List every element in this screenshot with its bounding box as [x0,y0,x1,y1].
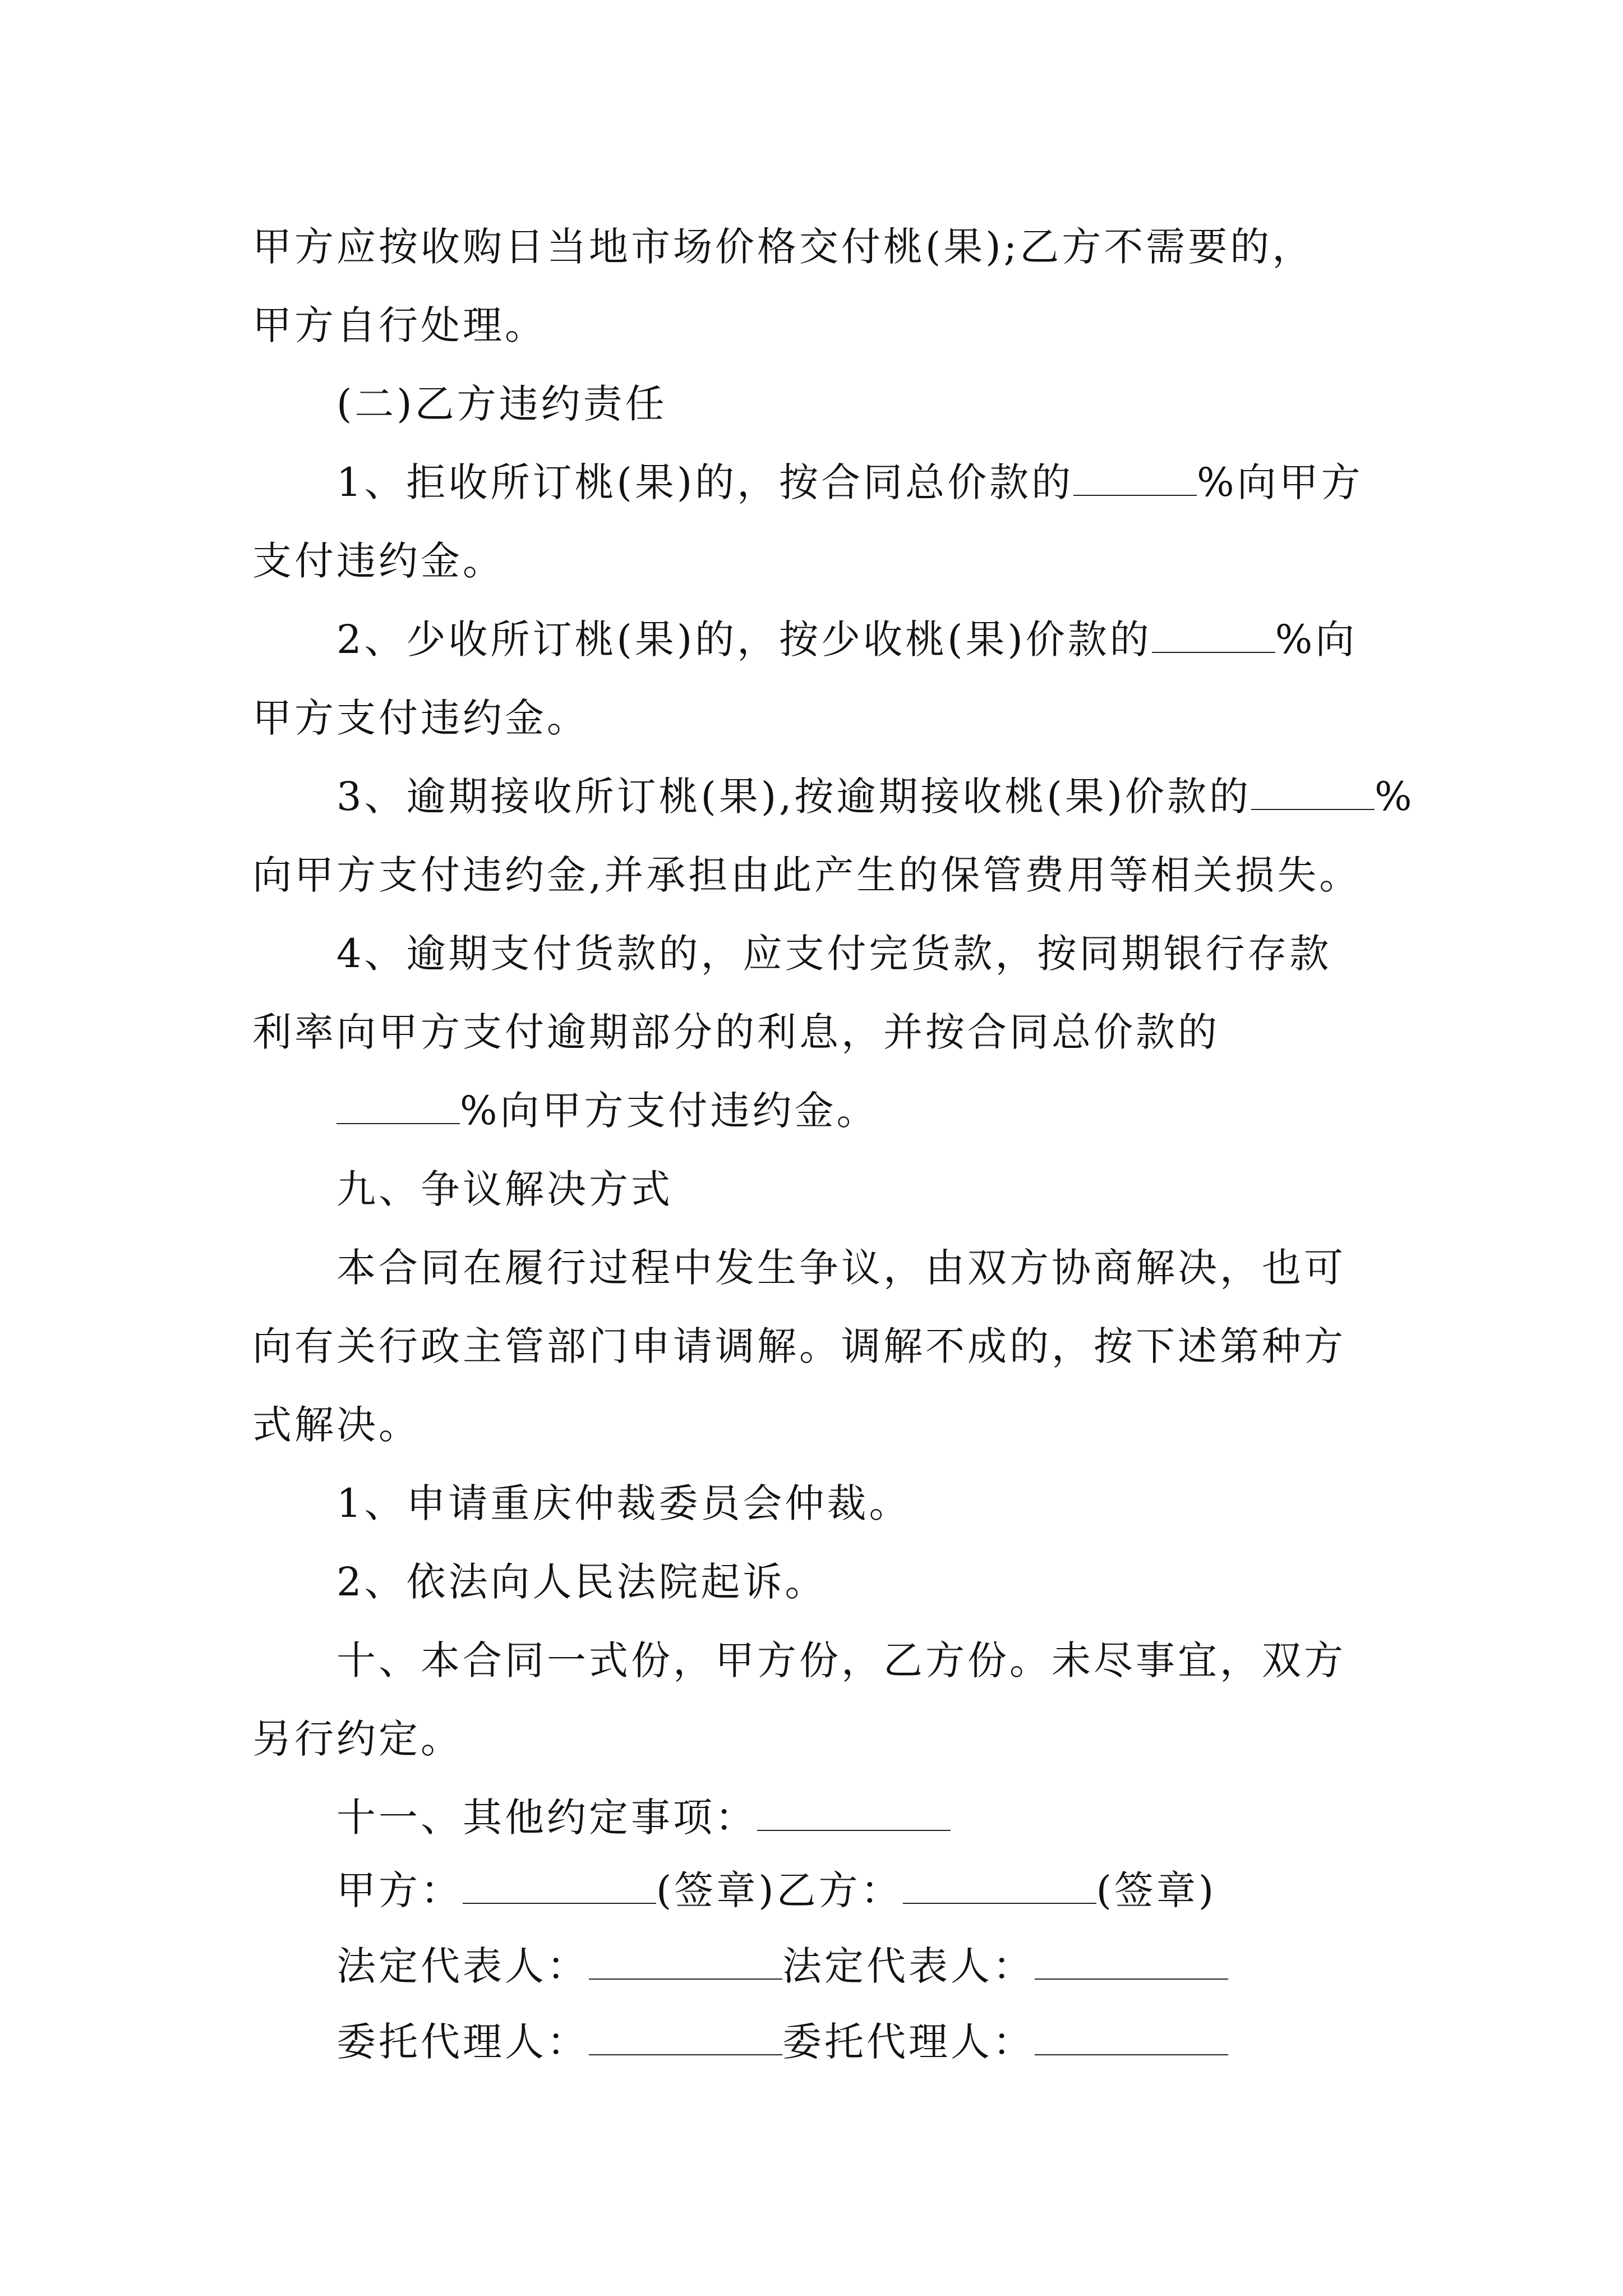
seal-label: (签章) [1096,1867,1217,1913]
party-a-label: 甲方： [336,1867,463,1913]
clause-text: 3、逾期接收所订桃(果),按逾期接收桃(果)价款的 [336,774,1252,820]
blank-field[interactable] [1251,775,1375,810]
clause-text: % [1375,774,1415,820]
clause-1 [336,454,1363,510]
blank-field[interactable] [589,1945,782,1980]
list-item: 1、申请重庆仲裁委员会仲裁。 [336,1480,911,1526]
clause-4-tail [336,1083,879,1139]
list-item: 2、依法向人民法院起诉。 [336,1559,827,1605]
blank-field[interactable] [463,1869,656,1904]
signature-parties-row [336,1862,1216,1918]
blank-field[interactable] [1035,2021,1228,2055]
section-heading: 九、争议解决方式 [336,1166,673,1212]
blank-field[interactable] [757,1796,951,1831]
clause-2 [336,611,1357,668]
clause-text: %向甲方 [1197,459,1363,505]
paragraph-line: 式解决。 [252,1402,421,1448]
clause-3 [336,769,1415,825]
legal-rep-label: 法定代表人： [336,1943,589,1989]
blank-field[interactable] [903,1869,1096,1904]
paragraph-line: 另行约定。 [252,1716,463,1762]
agent-label: 委托代理人： [336,2019,589,2065]
clause-text: 2、少收所订桃(果)的，按少收桃(果)价款的 [336,616,1152,662]
blank-field[interactable] [1073,461,1197,496]
party-b-label: 乙方： [776,1867,903,1913]
seal-label: (签章) [656,1867,777,1913]
blank-field[interactable] [1152,618,1275,653]
agent-label: 委托代理人： [782,2019,1035,2065]
paragraph-line: 支付违约金。 [252,538,505,584]
paragraph-line: 甲方应按收购日当地市场价格交付桃(果);乙方不需要的， [252,224,1315,270]
paragraph-line: 本合同在履行过程中发生争议，由双方协商解决，也可 [336,1245,1346,1291]
clause-text: 1、拒收所订桃(果)的，按合同总价款的 [336,459,1074,505]
clause-text: %向 [1275,616,1358,662]
agent-row [336,2014,1228,2070]
other-terms-row [336,1789,951,1846]
paragraph-line: 甲方支付违约金。 [252,695,589,741]
paragraph-line: 十、本合同一式份，甲方份，乙方份。未尽事宜，双方 [336,1637,1346,1683]
other-terms-label: 十一、其他约定事项： [336,1795,757,1841]
blank-field[interactable] [336,1089,460,1124]
paragraph-line: 利率向甲方支付逾期部分的利息，并按合同总价款的 [252,1009,1220,1055]
section-heading: (二)乙方违约责任 [336,381,667,427]
legal-rep-row [336,1938,1228,1994]
paragraph-line: 甲方自行处理。 [252,302,547,348]
blank-field[interactable] [589,2021,782,2055]
legal-rep-label: 法定代表人： [782,1943,1035,1989]
paragraph-line: 向有关行政主管部门申请调解。调解不成的，按下述第种方 [252,1323,1346,1369]
paragraph-line: 向甲方支付违约金,并承担由此产生的保管费用等相关损失。 [252,852,1362,898]
clause-text: %向甲方支付违约金。 [460,1088,879,1134]
paragraph-line: 4、逾期支付货款的，应支付完货款，按同期银行存款 [336,931,1332,977]
blank-field[interactable] [1035,1945,1228,1980]
